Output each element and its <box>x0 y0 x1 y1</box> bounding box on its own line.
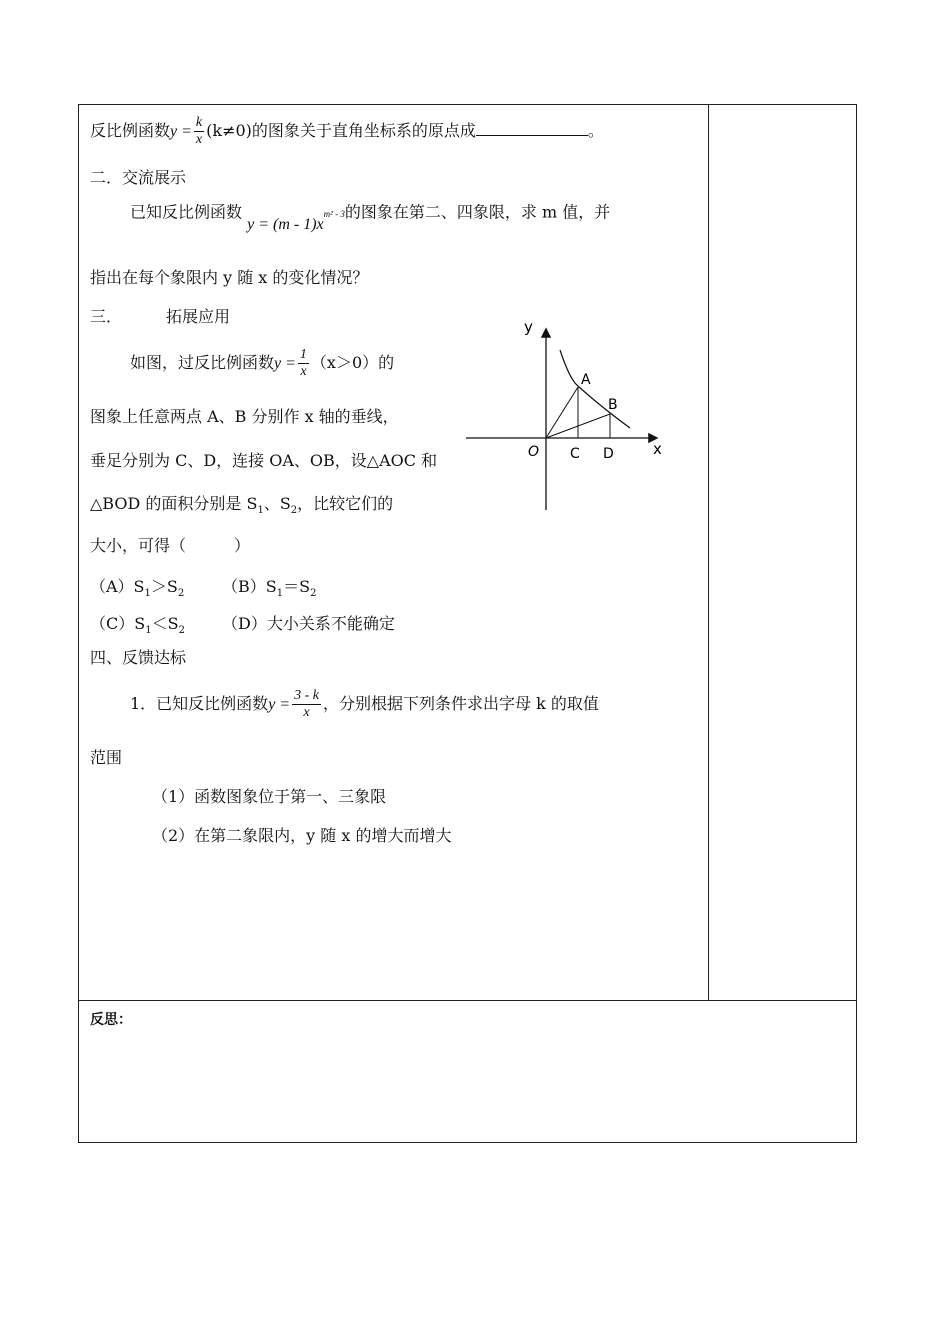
q1-fraction <box>292 688 321 721</box>
section3-subtitle: 拓展应用 <box>166 307 231 326</box>
line1-text: 反比例函数 <box>90 121 171 140</box>
worksheet-table <box>78 104 857 1143</box>
line1-y: y = <box>170 123 192 140</box>
point-A-label: A <box>581 372 591 388</box>
section3-p3: 垂足分别为 C、D，连接 OA、OB，设△AOC 和 <box>90 451 438 470</box>
opt-b-sub1: 1 <box>276 588 284 600</box>
section2-question <box>130 198 611 234</box>
condition-2: （2）在第二象限内，y 随 x 的增大而增大 <box>152 826 452 845</box>
point-D-label: D <box>603 446 614 462</box>
p1-pre: 如图，过反比例函数 <box>130 353 275 372</box>
option-c[interactable] <box>90 614 185 641</box>
section3-p1 <box>130 347 394 380</box>
hyperbola-figure <box>460 310 670 515</box>
opt-c-1: （C）S <box>90 614 146 633</box>
fraction-numerator: 3 - k <box>294 688 319 703</box>
q1-pre: 1．已知反比例函数 <box>130 694 269 713</box>
p4-a: △BOD 的面积分别是 S <box>90 494 258 513</box>
hyperbola-curve <box>560 350 630 428</box>
fraction-denominator: x <box>303 705 310 720</box>
p4-sub1: 1 <box>257 505 264 517</box>
line1-fraction <box>194 115 204 148</box>
opt-c-2: ＜S <box>151 614 179 633</box>
point-B-label: B <box>608 397 618 413</box>
section4-q1 <box>130 688 599 721</box>
p4-c: ，比较它们的 <box>297 494 394 513</box>
opt-a-sub2: 2 <box>177 588 185 600</box>
section2-q-pre: 已知反比例函数 <box>130 202 243 222</box>
q1-y: y = <box>268 696 291 713</box>
section3-p4 <box>90 494 393 521</box>
section3-p2: 图象上任意两点 A、B 分别作 x 轴的垂线， <box>90 407 399 426</box>
y-axis-label: y <box>524 318 533 336</box>
segment-OA <box>546 387 578 438</box>
opt-c-sub1: 1 <box>145 625 152 637</box>
opt-b-2: ＝S <box>283 577 311 596</box>
option-a[interactable] <box>90 577 184 604</box>
section2-title: 二．交流展示 <box>90 168 187 187</box>
section2-q-post: 的图象在第二、四象限，求 m 值，并 <box>344 202 611 222</box>
opt-a-2: ＞S <box>150 577 178 596</box>
fraction-denominator: x <box>195 132 203 147</box>
p4-sub2: 2 <box>290 505 298 517</box>
x-axis-label: x <box>653 440 662 458</box>
section2-line2: 指出在每个象限内 y 随 x 的变化情况？ <box>90 268 369 287</box>
section3-p5: 大小，可得（ ） <box>90 536 251 555</box>
reflection-label: 反思： <box>90 1012 132 1028</box>
option-b[interactable] <box>222 577 316 604</box>
fraction-numerator: k <box>195 115 203 130</box>
p4-b: 、S <box>263 494 291 513</box>
column-divider <box>708 104 709 1001</box>
point-C-label: C <box>570 446 580 462</box>
line1-end: 。 <box>587 121 604 140</box>
p1-fraction <box>298 347 309 380</box>
fraction-denominator: x <box>300 364 307 379</box>
line1-condition: (k≠0)的图象关于直角坐标系的原点成 <box>206 121 476 140</box>
section4-q1-line2: 范围 <box>90 748 123 767</box>
opt-b-1: （B）S <box>222 577 277 596</box>
opt-c-sub2: 2 <box>178 625 185 637</box>
p1-post: （x＞0）的 <box>310 353 395 372</box>
p1-y: y = <box>274 355 296 372</box>
section3-title: 三． <box>90 307 123 326</box>
opt-a-sub1: 1 <box>144 588 151 600</box>
fraction-numerator: 1 <box>299 347 307 362</box>
condition-1: （1）函数图象位于第一、三象限 <box>152 787 387 806</box>
opt-b-sub2: 2 <box>310 588 317 600</box>
answer-blank[interactable] <box>476 121 588 136</box>
option-d[interactable]: （D）大小关系不能确定 <box>222 614 395 633</box>
row-divider <box>78 1000 857 1001</box>
origin-label: O <box>528 444 540 460</box>
q1-post: ，分别根据下列条件求出字母 k 的取值 <box>322 694 599 713</box>
opt-a-1: （A）S <box>90 577 145 596</box>
line1 <box>90 115 604 148</box>
section4-title: 四、反馈达标 <box>90 648 187 667</box>
section2-formula: y = (m - 1)x <box>247 216 324 234</box>
section2-exponent: m² - 3 <box>323 209 345 219</box>
